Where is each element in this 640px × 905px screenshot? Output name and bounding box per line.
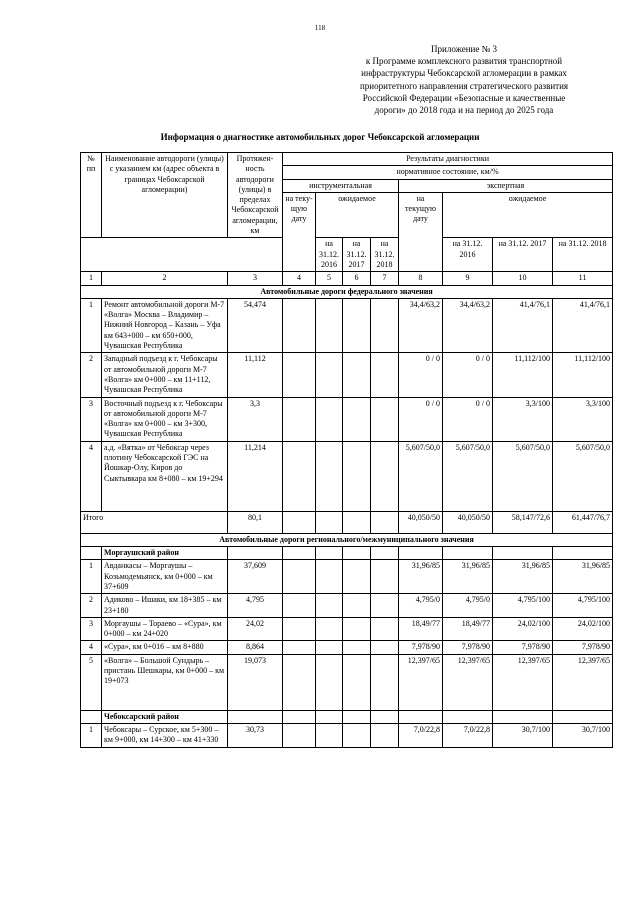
value-2017: 31,96/85	[493, 560, 553, 594]
row-number: 3	[81, 617, 102, 641]
section-federal	[81, 285, 613, 298]
value-current: 0 / 0	[399, 353, 443, 397]
column-number: 10	[493, 272, 553, 285]
section-title: Автомобильные дороги федерального значения	[81, 285, 613, 298]
total-2017: 58,147/72,6	[493, 511, 553, 533]
empty-cell	[343, 641, 371, 654]
column-number-row	[81, 272, 613, 285]
empty-cell	[316, 397, 343, 441]
value-2016: 7,978/90	[443, 641, 493, 654]
empty-cell	[343, 617, 371, 641]
column-number: 6	[343, 272, 371, 285]
value-current: 7,978/90	[399, 641, 443, 654]
value-current: 5,607/50,0	[399, 441, 443, 511]
row-number: 1	[81, 560, 102, 594]
empty-cell	[283, 641, 316, 654]
page-number: 118	[314, 24, 326, 32]
empty-cell	[371, 511, 399, 533]
header-normative: нормативное состояние, км/%	[283, 166, 613, 179]
table-row	[81, 298, 613, 352]
header-expected: ожидаемое	[316, 192, 399, 237]
header-e2018: на 31.12. 2018	[553, 238, 613, 272]
header-row	[81, 153, 613, 166]
row-number: 2	[81, 353, 102, 397]
value-2016: 0 / 0	[443, 397, 493, 441]
header-expert: экспертная	[399, 179, 613, 192]
header-d2018: на 31.12. 2018	[371, 238, 399, 272]
value-current: 31,96/85	[399, 560, 443, 594]
empty-cell	[371, 560, 399, 594]
empty-cell	[371, 353, 399, 397]
value-2016: 18,49/77	[443, 617, 493, 641]
road-length: 3,3	[228, 397, 283, 441]
road-length: 54,474	[228, 298, 283, 352]
header-length: Протяжен-ность автодороги (улицы) в пределах Чебоксарской агломерации, км	[228, 153, 283, 238]
appendix-block	[324, 43, 604, 116]
value-2016: 4,795/0	[443, 594, 493, 618]
value-2016: 5,607/50,0	[443, 441, 493, 511]
empty-cell	[283, 723, 316, 747]
district-title: Моргаушский район	[102, 547, 228, 560]
table-row	[81, 594, 613, 618]
header-current-expert: на текущую дату	[399, 192, 443, 271]
value-2018: 5,607/50,0	[553, 441, 613, 511]
empty-cell	[343, 353, 371, 397]
road-name: Ремонт автомобильной дороги М-7 «Волга» Москва – Владимир – Нижний Новгород – Казань – Уфа км 643+000 – км 650+000, Чувашская Республика	[102, 298, 228, 352]
appendix-line: Приложение № 3	[431, 44, 497, 54]
empty-cell	[316, 353, 343, 397]
column-number: 2	[102, 272, 228, 285]
empty-cell	[371, 641, 399, 654]
road-length: 30,73	[228, 723, 283, 747]
empty-cell	[283, 511, 316, 533]
column-number: 11	[553, 272, 613, 285]
empty-cell	[371, 547, 399, 560]
document-title: Информация о диагностике автомобильных дорог Чебоксарской агломерации	[160, 132, 480, 142]
column-number: 4	[283, 272, 316, 285]
table-row	[81, 617, 613, 641]
header-d2016: на 31.12. 2016	[316, 238, 343, 272]
value-2018: 7,978/90	[553, 641, 613, 654]
header-results: Результаты диагностики	[283, 153, 613, 166]
empty-cell	[283, 654, 316, 710]
value-2017: 4,795/100	[493, 594, 553, 618]
total-2016: 40,050/50	[443, 511, 493, 533]
value-2016: 0 / 0	[443, 353, 493, 397]
value-2017: 5,607/50,0	[493, 441, 553, 511]
table-row	[81, 654, 613, 710]
header-current: на теку-щую дату	[283, 192, 316, 271]
empty-cell	[316, 511, 343, 533]
table-row	[81, 560, 613, 594]
empty-cell	[316, 723, 343, 747]
value-2018: 11,112/100	[553, 353, 613, 397]
road-name: Чебоксары – Сурское, км 5+300 – км 9+000, км 14+300 – км 41+330	[102, 723, 228, 747]
header-num: № пп	[81, 153, 102, 238]
empty-cell	[553, 547, 613, 560]
empty-cell	[283, 617, 316, 641]
road-name: Западный подъезд к г. Чебоксары от автомобильной дороги М-7 «Волга» км 0+000 – км 11+112, Чувашская Республика	[102, 353, 228, 397]
road-name: Восточный подъезд к г. Чебоксары от автомобильной дороги М-7 «Волга» км 0+000 – км 3+300, Чувашская Республика	[102, 397, 228, 441]
empty-cell	[316, 641, 343, 654]
table-row	[81, 641, 613, 654]
value-2017: 7,978/90	[493, 641, 553, 654]
value-2016: 12,397/65	[443, 654, 493, 710]
section-regional	[81, 533, 613, 546]
value-2018: 31,96/85	[553, 560, 613, 594]
road-name: Моргаушы – Тораево – «Сура», км 0+000 – км 24+020	[102, 617, 228, 641]
value-current: 4,795/0	[399, 594, 443, 618]
table-row	[81, 441, 613, 511]
total-2018: 61,447/76,7	[553, 511, 613, 533]
empty-cell	[343, 560, 371, 594]
value-2017: 11,112/100	[493, 353, 553, 397]
value-2017: 30,7/100	[493, 723, 553, 747]
empty-cell	[343, 723, 371, 747]
column-number: 8	[399, 272, 443, 285]
road-length: 24,02	[228, 617, 283, 641]
empty-cell	[371, 397, 399, 441]
district-num-cell	[81, 547, 102, 560]
empty-cell	[316, 617, 343, 641]
value-2017: 24,02/100	[493, 617, 553, 641]
diagnostics-table	[80, 152, 613, 748]
header-instrumental: инструментальная	[283, 179, 399, 192]
empty-cell	[371, 298, 399, 352]
section-title: Автомобильные дороги регионального/межмуниципального значения	[81, 533, 613, 546]
value-2016: 7,0/22,8	[443, 723, 493, 747]
row-number: 2	[81, 594, 102, 618]
value-2018: 41,4/76,1	[553, 298, 613, 352]
header-spacer	[81, 238, 283, 272]
row-number: 5	[81, 654, 102, 710]
empty-cell	[283, 594, 316, 618]
empty-cell	[228, 547, 283, 560]
empty-cell	[283, 441, 316, 511]
empty-cell	[399, 547, 443, 560]
empty-cell	[316, 710, 343, 723]
district-num-cell	[81, 710, 102, 723]
column-number: 9	[443, 272, 493, 285]
table-row	[81, 353, 613, 397]
empty-cell	[399, 710, 443, 723]
header-e2016: на 31.12. 2016	[443, 238, 493, 272]
empty-cell	[283, 560, 316, 594]
header-name: Наименование автодороги (улицы) с указанием км (адрес объекта в границах Чебоксарской агломерации)	[102, 153, 228, 238]
total-row	[81, 511, 613, 533]
empty-cell	[371, 654, 399, 710]
value-2018: 3,3/100	[553, 397, 613, 441]
road-length: 11,112	[228, 353, 283, 397]
appendix-line: Российской Федерации «Безопасные и качественные	[362, 92, 566, 103]
empty-cell	[283, 397, 316, 441]
empty-cell	[343, 511, 371, 533]
appendix-line: приоритетного направления стратегического развития	[359, 80, 569, 91]
table-row	[81, 397, 613, 441]
empty-cell	[493, 710, 553, 723]
empty-cell	[343, 710, 371, 723]
column-number: 5	[316, 272, 343, 285]
value-current: 12,397/65	[399, 654, 443, 710]
empty-cell	[493, 547, 553, 560]
value-2018: 24,02/100	[553, 617, 613, 641]
appendix-line: к Программе комплексного развития транспортной	[365, 56, 563, 67]
empty-cell	[283, 353, 316, 397]
empty-cell	[443, 710, 493, 723]
empty-cell	[228, 710, 283, 723]
row-number: 1	[81, 723, 102, 747]
row-number: 1	[81, 298, 102, 352]
appendix-line: инфраструктуры Чебоксарской агломерации в рамках	[361, 68, 567, 79]
empty-cell	[343, 654, 371, 710]
empty-cell	[371, 441, 399, 511]
value-2018: 30,7/100	[553, 723, 613, 747]
row-number: 4	[81, 641, 102, 654]
table-row	[81, 723, 613, 747]
empty-cell	[343, 547, 371, 560]
road-name: «Сура», км 0+016 – км 8+880	[102, 641, 228, 654]
empty-cell	[316, 654, 343, 710]
road-name: Авданкасы – Моргаушы – Козьмодемьянск, км 0+000 – км 37+609	[102, 560, 228, 594]
value-2017: 3,3/100	[493, 397, 553, 441]
header-row	[81, 238, 613, 272]
empty-cell	[343, 397, 371, 441]
empty-cell	[283, 298, 316, 352]
value-2017: 41,4/76,1	[493, 298, 553, 352]
total-label: Итого	[81, 511, 228, 533]
total-current: 40,050/50	[399, 511, 443, 533]
column-number: 1	[81, 272, 102, 285]
empty-cell	[316, 298, 343, 352]
district-title: Чебоксарский район	[102, 710, 228, 723]
empty-cell	[316, 547, 343, 560]
district-row	[81, 710, 613, 723]
value-current: 18,49/77	[399, 617, 443, 641]
empty-cell	[316, 560, 343, 594]
value-current: 34,4/63,2	[399, 298, 443, 352]
value-2016: 34,4/63,2	[443, 298, 493, 352]
empty-cell	[371, 710, 399, 723]
road-name: «Волга» – Большой Сундырь – пристань Шешкары, км 0+000 – км 19+073	[102, 654, 228, 710]
empty-cell	[343, 298, 371, 352]
road-name: Адиково – Ишаки, км 18+385 – км 23+180	[102, 594, 228, 618]
value-2018: 12,397/65	[553, 654, 613, 710]
road-length: 19,073	[228, 654, 283, 710]
road-length: 37,609	[228, 560, 283, 594]
empty-cell	[553, 710, 613, 723]
empty-cell	[443, 547, 493, 560]
empty-cell	[343, 441, 371, 511]
empty-cell	[316, 594, 343, 618]
road-name: а.д. «Вятка» от Чебоксар через плотину Чебоксарской ГЭС на Йошкар-Олу, Киров до Сыктывкара км 8+080 – км 19+294	[102, 441, 228, 511]
district-row	[81, 547, 613, 560]
total-length: 80,1	[228, 511, 283, 533]
row-number: 3	[81, 397, 102, 441]
empty-cell	[283, 710, 316, 723]
header-expected-expert: ожидаемое	[443, 192, 613, 237]
empty-cell	[371, 594, 399, 618]
road-length: 11,214	[228, 441, 283, 511]
value-2017: 12,397/65	[493, 654, 553, 710]
column-number: 3	[228, 272, 283, 285]
road-length: 8,864	[228, 641, 283, 654]
column-number: 7	[371, 272, 399, 285]
empty-cell	[371, 723, 399, 747]
road-length: 4,795	[228, 594, 283, 618]
empty-cell	[371, 617, 399, 641]
empty-cell	[316, 441, 343, 511]
empty-cell	[283, 547, 316, 560]
value-2018: 4,795/100	[553, 594, 613, 618]
row-number: 4	[81, 441, 102, 511]
header-d2017: на 31.12. 2017	[343, 238, 371, 272]
value-current: 0 / 0	[399, 397, 443, 441]
value-2016: 31,96/85	[443, 560, 493, 594]
header-e2017: на 31.12. 2017	[493, 238, 553, 272]
value-current: 7,0/22,8	[399, 723, 443, 747]
appendix-line: дороги» до 2018 года и на период до 2025 года	[374, 105, 554, 116]
empty-cell	[343, 594, 371, 618]
